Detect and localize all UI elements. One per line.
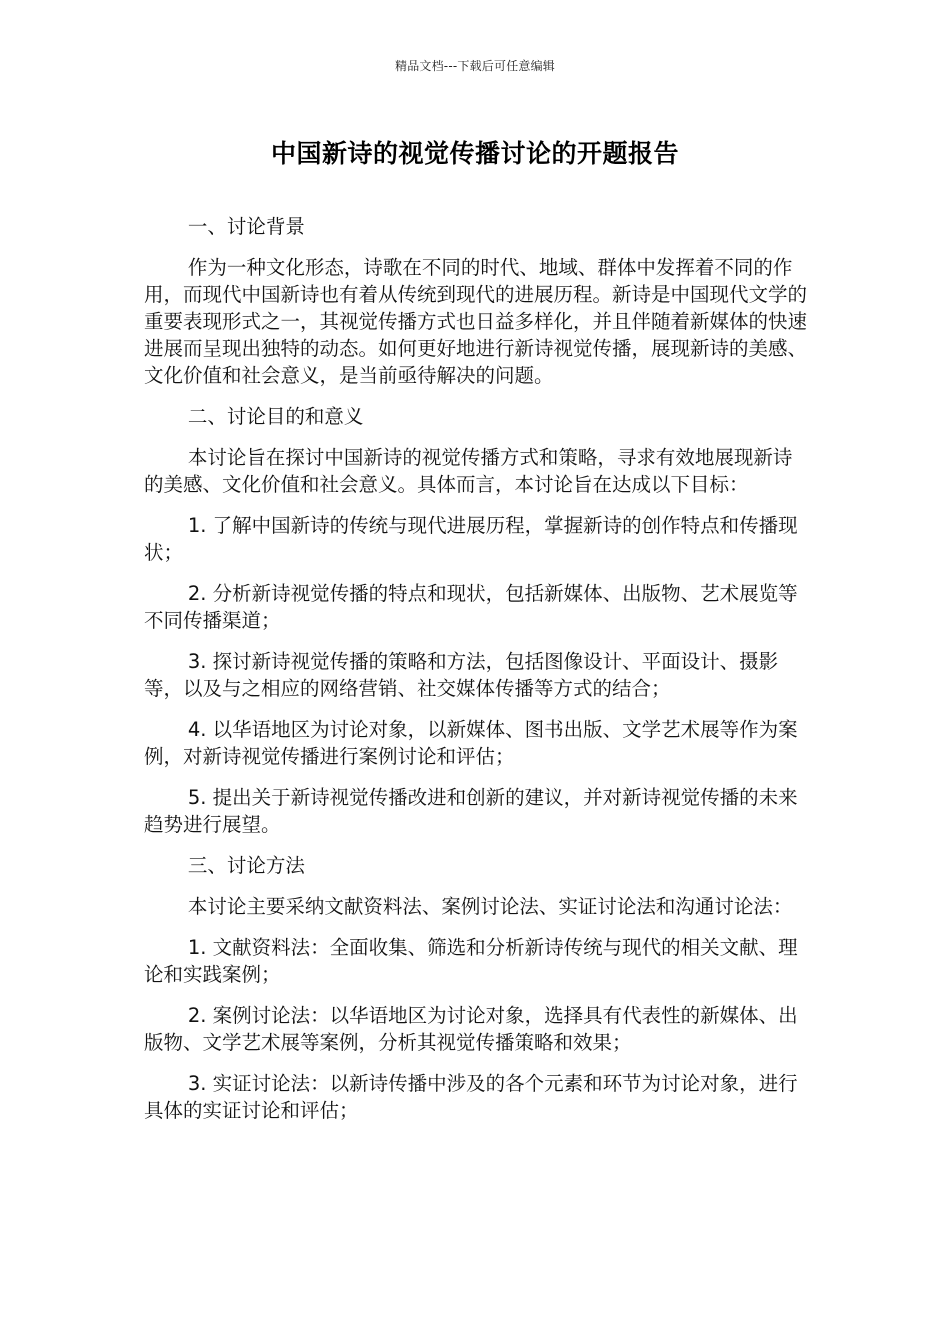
method-item-2: 2. 案例讨论法：以华语地区为讨论对象，选择具有代表性的新媒体、出版物、文学艺术展等案例，分析其视觉传播策略和效果； bbox=[144, 1004, 798, 1054]
method-item-3: 3. 实证讨论法：以新诗传播中涉及的各个元素和环节为讨论对象，进行具体的实证讨论和评估； bbox=[144, 1072, 798, 1122]
paragraph-background: 作为一种文化形态，诗歌在不同的时代、地域、群体中发挥着不同的作用，而现代中国新诗也有着从传统到现代的进展历程。新诗是中国现代文学的重要表现形式之一，其视觉传播方式也日益多样化，并且伴随着新媒体的快速进展而呈现出独特的动态。如何更好地进行新诗视觉传播，展现新诗的美感、文化价值和社会意义，是当前亟待解决的问题。 bbox=[144, 256, 808, 387]
goal-item-5: 5. 提出关于新诗视觉传播改进和创新的建议，并对新诗视觉传播的未来趋势进行展望。 bbox=[144, 786, 798, 836]
section-heading-purpose: 二、讨论目的和意义 bbox=[187, 405, 364, 428]
document-body bbox=[144, 213, 808, 1138]
goal-item-4: 4. 以华语地区为讨论对象，以新媒体、图书出版、文学艺术展等作为案例，对新诗视觉传播进行案例讨论和评估； bbox=[144, 718, 798, 768]
section-heading-methods: 三、讨论方法 bbox=[187, 854, 305, 877]
goal-item-2: 2. 分析新诗视觉传播的特点和现状，包括新媒体、出版物、艺术展览等不同传播渠道； bbox=[144, 582, 798, 632]
method-item-1: 1. 文献资料法：全面收集、筛选和分析新诗传统与现代的相关文献、理论和实践案例； bbox=[144, 936, 798, 986]
goal-item-1: 1. 了解中国新诗的传统与现代进展历程，掌握新诗的创作特点和传播现状； bbox=[144, 514, 798, 564]
goal-item-3: 3. 探讨新诗视觉传播的策略和方法，包括图像设计、平面设计、摄影等，以及与之相应的网络营销、社交媒体传播等方式的结合； bbox=[144, 650, 779, 700]
paragraph-purpose-intro: 本讨论旨在探讨中国新诗的视觉传播方式和策略，寻求有效地展现新诗的美感、文化价值和社会意义。具体而言，本讨论旨在达成以下目标： bbox=[144, 446, 793, 496]
page-header: 精品文档---下载后可任意编辑 bbox=[395, 59, 555, 73]
paragraph-methods-intro: 本讨论主要采纳文献资料法、案例讨论法、实证讨论法和沟通讨论法： bbox=[187, 895, 793, 918]
section-heading-background: 一、讨论背景 bbox=[187, 215, 305, 238]
document-title: 中国新诗的视觉传播讨论的开题报告 bbox=[270, 139, 679, 168]
